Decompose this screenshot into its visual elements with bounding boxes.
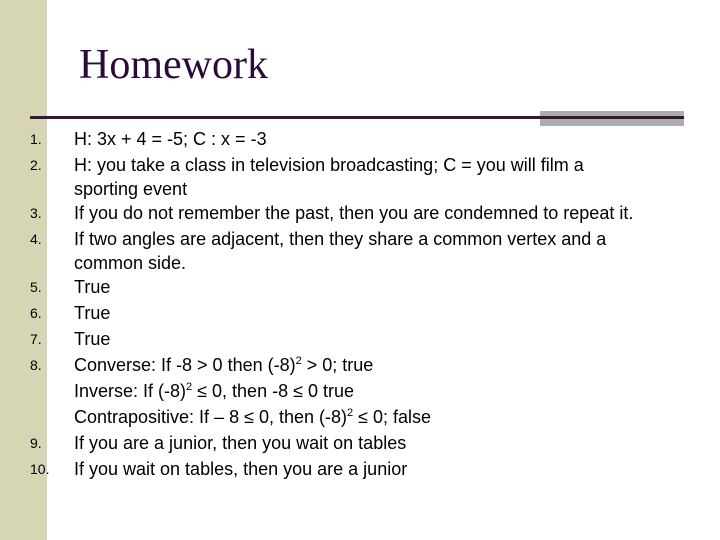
converse-statement: Converse: If -8 > 0 then $(-8)^2 > 0$; true <box>74 355 374 375</box>
homework-list <box>0 126 720 482</box>
item-number: 1. <box>30 131 42 147</box>
inverse-statement: Inverse: If $(-8)^2 \le 0$, then -8 ≤ 0 true <box>74 381 354 401</box>
item-number: 3. <box>30 205 42 221</box>
item-number: 2. <box>30 157 42 173</box>
item-text-continued: common side. <box>74 253 187 273</box>
slide-title: Homework <box>79 42 268 88</box>
item-text: If you do not remember the past, then you are condemned to repeat it. <box>74 203 634 223</box>
item-number: 9. <box>30 435 42 451</box>
item-number: 4. <box>30 231 42 247</box>
contrapositive-statement: Contrapositive: If – 8 ≤ 0, then $(-8)^2 \le 0$; false <box>74 407 432 427</box>
item-text: If you are a junior, then you wait on tables <box>74 433 407 453</box>
list-item <box>0 152 720 178</box>
item-number: 5. <box>30 279 42 295</box>
item-text: If you wait on tables, then you are a junior <box>74 459 408 479</box>
item-text: True <box>74 277 111 297</box>
title-rule <box>30 116 684 119</box>
item-text: True <box>74 303 111 323</box>
list-item <box>0 430 720 456</box>
list-item <box>0 326 720 352</box>
list-item-continuation <box>0 178 720 200</box>
list-item <box>0 226 720 252</box>
list-item <box>0 456 720 482</box>
item-text: H: 3x + 4 = -5; C : x = -3 <box>74 129 267 149</box>
list-item <box>0 274 720 300</box>
list-item <box>0 200 720 226</box>
list-item-continuation <box>0 252 720 274</box>
item-number: 7. <box>30 331 42 347</box>
item-text-continued: sporting event <box>74 179 188 199</box>
item-text: If two angles are adjacent, then they share a common vertex and a <box>74 229 607 249</box>
item-text: True <box>74 329 111 349</box>
list-item-continuation <box>0 378 720 404</box>
list-item-continuation <box>0 404 720 430</box>
list-item <box>0 352 720 378</box>
item-number: 10. <box>30 461 50 477</box>
item-number: 8. <box>30 357 42 373</box>
item-text: H: you take a class in television broadcasting; C = you will film a <box>74 155 584 175</box>
item-number: 6. <box>30 305 42 321</box>
list-item <box>0 300 720 326</box>
list-item <box>0 126 720 152</box>
